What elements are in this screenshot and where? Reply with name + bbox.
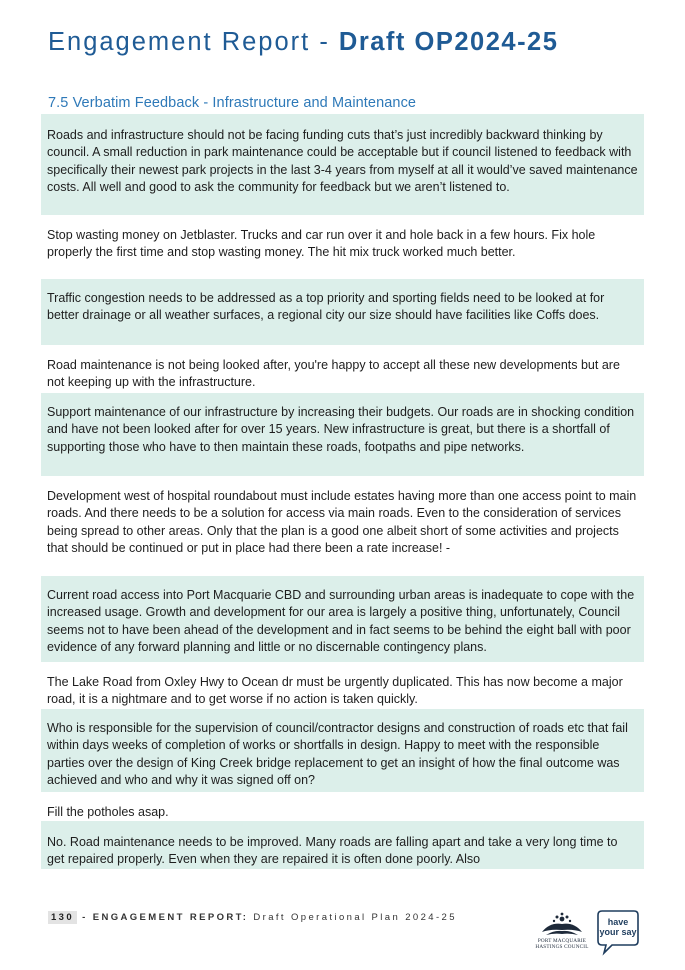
page-number: 130 [48,911,77,924]
feedback-text: Fill the potholes asap. [47,805,169,819]
feedback-text: Road maintenance is not being looked after, you're happy to accept all these new developments but are not keeping up with the infrastructure. [47,358,620,390]
feedback-row [41,662,644,709]
feedback-row [41,279,644,345]
have-your-say-text: have your say [599,917,637,937]
feedback-table [41,114,644,869]
footer-label: Draft Operational Plan 2024-25 [253,912,457,923]
section-title: 7.5 Verbatim Feedback - Infrastructure and Maintenance [48,95,417,111]
feedback-text: Roads and infrastructure should not be facing funding cuts that’s just incredibly backward thinking by council. A small reduction in park maintenance could be acceptable but if council listened to feedback with specifically their newest park projects in the last 3-4 years from myself at all it would’ve saved maintenance costs. All well and good to ask the community for feedback but we aren’t listened to. [47,128,638,194]
feedback-text: The Lake Road from Oxley Hwy to Ocean dr must be urgently duplicated. This has now become a major road, it is a nightmare and to get worse if no action is taken quickly. [47,675,623,707]
feedback-text: Development west of hospital roundabout must include estates having more than one access point to main roads. And there needs to be a solution for access via main roads. Even to the consideration of services being spread to other areas. Only that the plan is a good one albeit short of some activities and projects that should be continued or put in place had there been a rate increase! - [47,489,637,555]
feedback-row [41,393,644,476]
feedback-text: Current road access into Port Macquarie CBD and surrounding urban areas is inadequate to cope with the increased usage. Growth and development for our area is largely a positive thing, unfortunately, Council seems not to have been ahead of the development and in fact seems to be behind the eight ball with poor evidence of any forward planning and little or no discernable contingency plans. [47,588,635,654]
council-name: PORT MACQUARIE HASTINGS COUNCIL [535,938,589,950]
have-your-say-logo [596,908,640,956]
feedback-row [41,576,644,662]
feedback-text: Who is responsible for the supervision of council/contractor designs and construction of roads etc that fail within days weeks of completion of works or shortfalls in design. Happy to meet with the responsible parties over the design of King Creek bridge replacement to get an insight of how the final outcome was achieved and who and why it was signed off on? [47,721,628,787]
feedback-text: No. Road maintenance needs to be improved. Many roads are falling apart and take a very long time to get repaired properly. Even when they are repaired it is often done poorly. Also [47,835,618,867]
feedback-row [41,476,644,576]
feedback-row [41,215,644,279]
council-emblem-icon [532,910,592,938]
feedback-text: Traffic congestion needs to be addressed as a top priority and sporting fields need to be looked at for better drainage or all weather surfaces, a regional city our size should have facilities like Coffs does. [47,291,605,323]
feedback-row [41,114,644,215]
feedback-text: Support maintenance of our infrastructure by increasing their budgets. Our roads are in shocking condition and have not been looked after for over 15 years. New infrastructure is great, but there is a shortfall of supporting those who have to then maintain these roads, footpaths and pipe networks. [47,405,635,454]
council-logo [532,910,592,960]
feedback-row [41,821,644,869]
header-draft-title: Draft OP2024-25 [338,28,559,56]
page-footer [48,912,457,923]
feedback-row [41,792,644,821]
feedback-row [41,345,644,393]
feedback-row [41,709,644,792]
page-header [48,28,558,57]
footer-label-bold: - ENGAGEMENT REPORT: [77,912,254,923]
header-prefix: Engagement Report - [48,28,339,56]
feedback-text: Stop wasting money on Jetblaster. Trucks and car run over it and hole back in a few hours. Fix hole properly the first time and stop wasting money. The hit mix truck worked much better. [47,228,596,260]
